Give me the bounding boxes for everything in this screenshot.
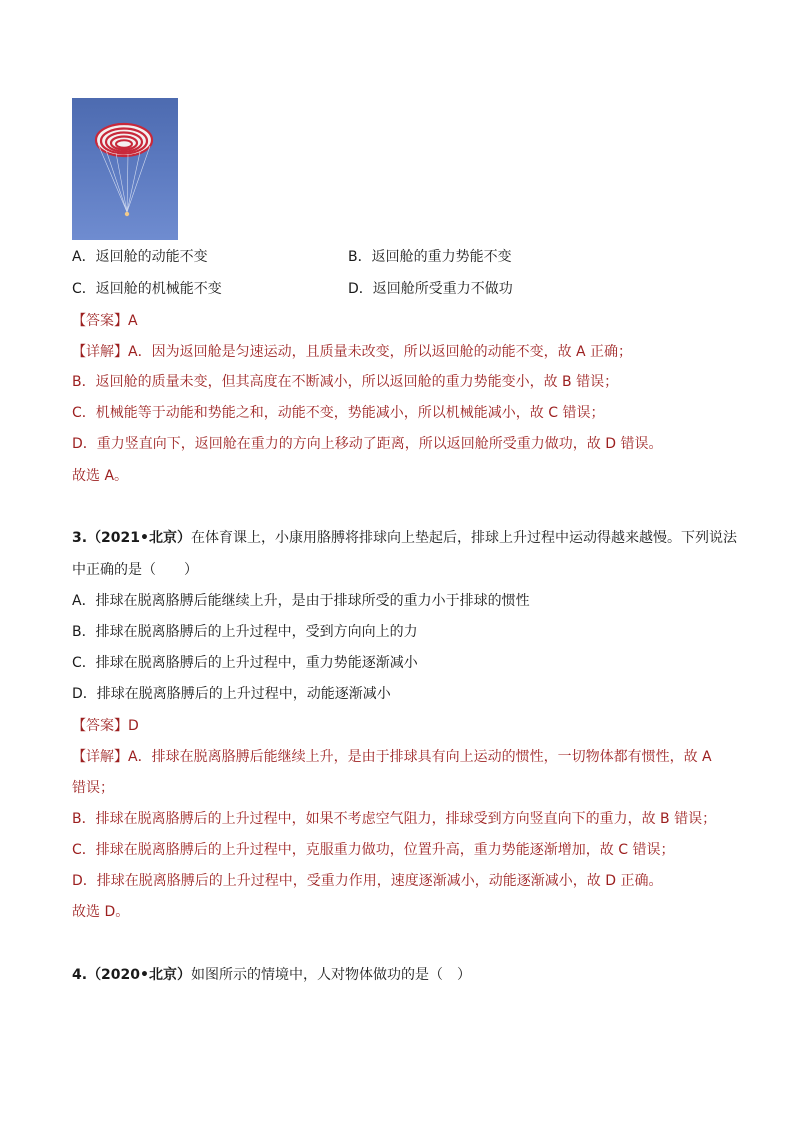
q4-stem <box>72 965 471 985</box>
q2-option-d: D．返回舱所受重力不做功 <box>348 281 513 297</box>
q3-detail-2: B．排球在脱离胳膊后的上升过程中，如果不考虑空气阻力，排球受到方向竖直向下的重力，故 B 错误； <box>72 811 717 827</box>
q2-option-a: A．返回舱的动能不变 <box>72 249 208 265</box>
q3-detail-1-continued: 错误； <box>72 780 114 796</box>
q3-number: 3. <box>72 530 88 546</box>
q3-option-a: A．排球在脱离胳膊后能继续上升，是由于排球所受的重力小于排球的惯性 <box>72 593 530 609</box>
q2-detail-2: B．返回舱的质量未变，但其高度在不断减小，所以返回舱的重力势能变小，故 B 错误； <box>72 374 619 390</box>
q2-answer: 【答案】A <box>72 313 138 329</box>
q3-conclusion: 故选 D。 <box>72 904 130 920</box>
q2-detail-1: 【详解】A．因为返回舱是匀速运动，且质量未改变，所以返回舱的动能不变，故 A 正确； <box>72 344 633 360</box>
q3-answer: 【答案】D <box>72 718 139 734</box>
q2-option-b: B．返回舱的重力势能不变 <box>348 249 512 265</box>
q3-detail-3: C．排球在脱离胳膊后的上升过程中，克服重力做功，位置升高，重力势能逐渐增加，故 C 错误； <box>72 842 675 858</box>
q2-option-c: C．返回舱的机械能不变 <box>72 281 222 297</box>
q2-detail-4: D．重力竖直向下，返回舱在重力的方向上移动了距离，所以返回舱所受重力做功，故 D 错误。 <box>72 436 663 452</box>
q3-option-c: C．排球在脱离胳膊后的上升过程中，重力势能逐渐减小 <box>72 655 418 671</box>
q3-detail-1: 【详解】A．排球在脱离胳膊后能继续上升，是由于排球具有向上运动的惯性，一切物体都有惯性，故 A <box>72 749 712 765</box>
q3-option-d: D．排球在脱离胳膊后的上升过程中，动能逐渐减小 <box>72 686 391 702</box>
q3-stem-line-2: 中正确的是（ ） <box>72 562 198 578</box>
q3-stem-text: 在体育课上，小康用胳膊将排球向上垫起后，排球上升过程中运动得越来越慢。下列说法 <box>190 530 737 546</box>
q3-stem-line-1 <box>72 528 737 548</box>
q3-option-b: B．排球在脱离胳膊后的上升过程中，受到方向向上的力 <box>72 624 418 640</box>
q2-detail-3: C．机械能等于动能和势能之和，动能不变，势能减小，所以机械能减小，故 C 错误； <box>72 405 605 421</box>
q4-source: （2020•北京） <box>87 967 191 983</box>
q4-stem-text: 如图所示的情境中，人对物体做功的是（ ） <box>190 967 471 983</box>
q3-detail-4: D．排球在脱离胳膊后的上升过程中，受重力作用，速度逐渐减小，动能逐渐减小，故 D 正确。 <box>72 873 663 889</box>
q3-source: （2021•北京） <box>87 530 191 546</box>
q4-number: 4. <box>72 967 88 983</box>
q2-conclusion: 故选 A。 <box>72 468 129 484</box>
parachute-image <box>72 98 178 240</box>
